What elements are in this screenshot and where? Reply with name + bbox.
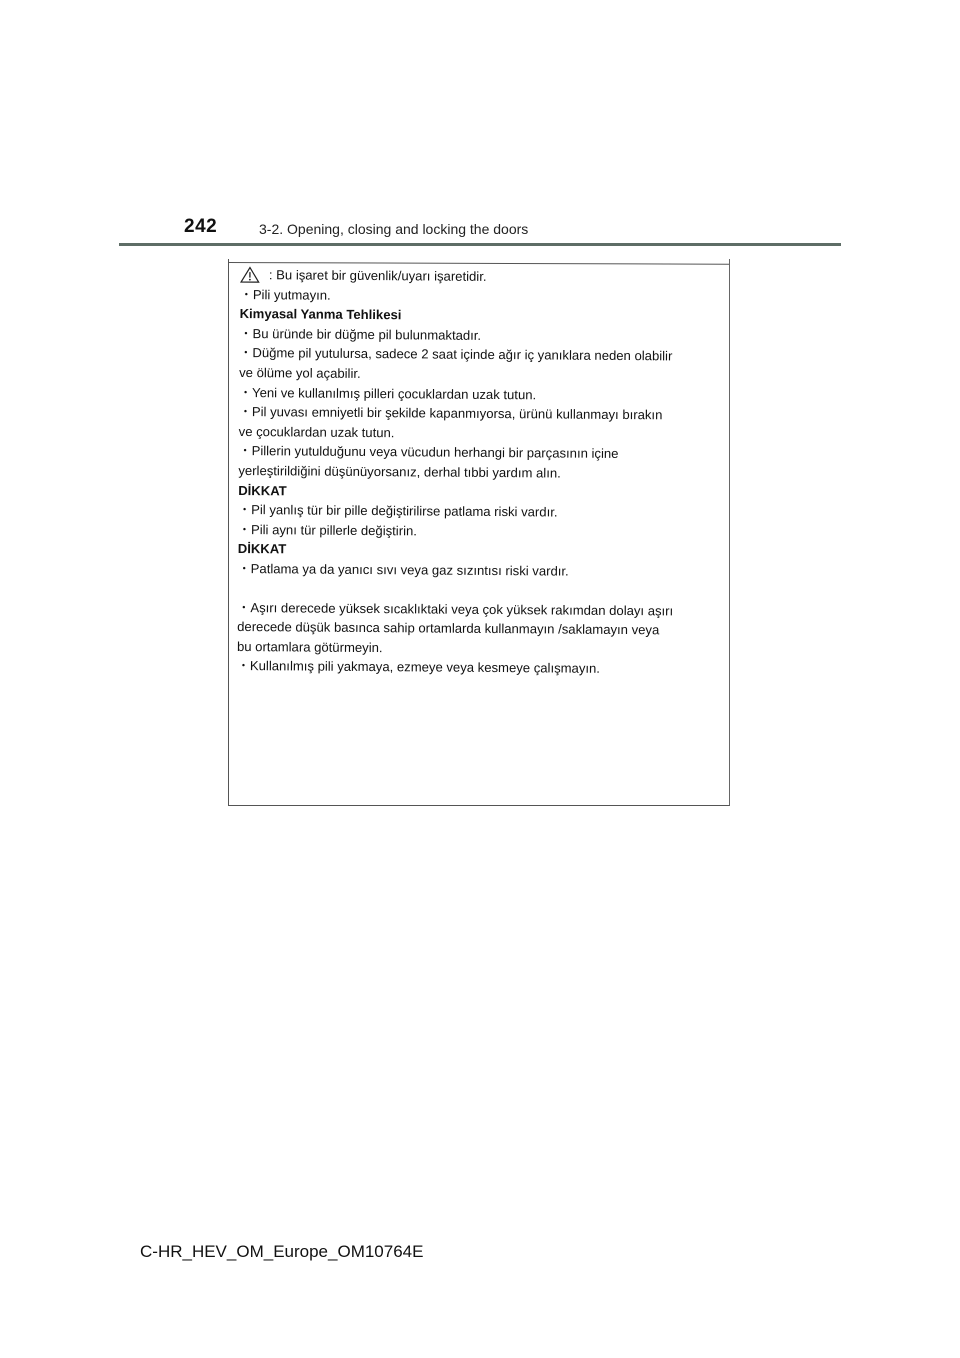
label-line-13: ・Pil yanlış tür bir pille değiştirilirse patlama riski vardır. xyxy=(238,502,558,520)
label-line-20: ・Kullanılmış pili yakmaya, ezmeye veya kesmeye çalışmayın. xyxy=(236,658,601,677)
header-rule xyxy=(119,243,841,246)
page-number: 242 xyxy=(184,216,218,237)
label-heading-chemical-burn: Kimyasal Yanma Tehlikesi xyxy=(239,306,402,323)
label-line-11: yerleştirildiğini düşünüyorsanız, derhal tıbbi yardım alın. xyxy=(238,462,561,481)
label-text xyxy=(237,265,725,680)
section-title: 3-2. Opening, closing and locking the doors xyxy=(259,221,529,237)
battery-warning-label xyxy=(228,259,730,806)
label-heading-caution-2: DİKKAT xyxy=(237,541,287,557)
label-heading-caution-1: DİKKAT xyxy=(238,482,287,498)
label-line-2: ・Pili yutmayın. xyxy=(239,286,331,303)
warning-triangle-icon xyxy=(240,266,260,283)
label-line-19: bu ortamlara götürmeyin. xyxy=(236,638,383,655)
label-line-5: ・Düğme pil yutulursa, sadece 2 saat içinde ağır iç yanıklara neden olabilir xyxy=(239,345,673,364)
safety-sign-note: : Bu işaret bir güvenlik/uyarı işaretidir. xyxy=(268,267,487,284)
label-line-9: ve çocuklardan uzak tutun. xyxy=(238,423,395,440)
label-line-14: ・Pili aynı tür pillerle değiştirin. xyxy=(237,521,418,539)
label-top-border xyxy=(229,262,729,265)
label-line-18: derecede düşük basınca sahip ortamlarda kullanmayın /saklamayın veya xyxy=(237,619,660,638)
label-line-10: ・Pillerin yutulduğunu veya vücudun herhangi bir parçasının içine xyxy=(238,443,619,462)
label-line-7: ・Yeni ve kullanılmış pilleri çocuklardan uzak tutun. xyxy=(238,384,537,402)
label-line-4: ・Bu üründe bir düğme pil bulunmaktadır. xyxy=(239,325,482,343)
label-line-17: ・Aşırı derecede yüksek sıcaklıktaki veya çok yüksek rakımdan dolayı aşırı xyxy=(237,599,674,618)
document-code: C-HR_HEV_OM_Europe_OM10764E xyxy=(140,1242,424,1261)
label-line-8: ・Pil yuvası emniyetli bir şekilde kapanmıyorsa, ürünü kullanmayı bırakın xyxy=(238,404,663,423)
label-line-16: ・Patlama ya da yanıcı sıvı veya gaz sızıntısı riski vardır. xyxy=(237,560,569,579)
label-line-6: ve ölüme yol açabilir. xyxy=(239,364,361,381)
